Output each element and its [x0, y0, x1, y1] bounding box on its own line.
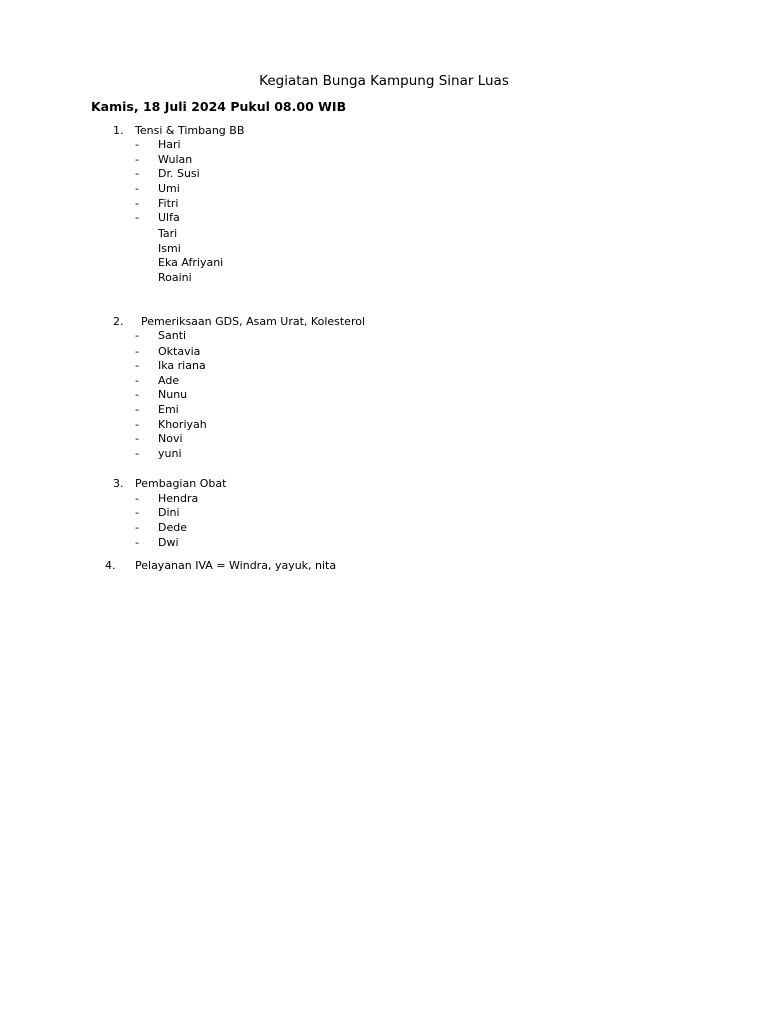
list-item: Dr. Susi	[158, 167, 200, 180]
list-item: yuni	[158, 447, 182, 460]
section-heading: Pemeriksaan GDS, Asam Urat, Kolesterol	[141, 315, 366, 328]
list-dash: -	[135, 536, 139, 549]
list-item: Fitri	[158, 197, 179, 210]
section-heading: Tensi & Timbang BB	[135, 124, 245, 137]
list-dash: -	[135, 153, 139, 166]
document-subtitle: Kamis, 18 Juli 2024 Pukul 08.00 WIB	[91, 99, 347, 114]
list-item: Umi	[158, 182, 180, 195]
list-item: Santi	[158, 329, 187, 342]
list-dash: -	[135, 359, 139, 372]
list-item: Ulfa	[158, 211, 180, 224]
list-item: Roaini	[158, 271, 192, 284]
list-dash: -	[135, 329, 139, 342]
list-item: Hari	[158, 138, 181, 151]
list-item: Dini	[158, 506, 180, 519]
list-dash: -	[135, 418, 139, 431]
list-dash: -	[135, 403, 139, 416]
list-item: Tari	[158, 227, 178, 240]
list-dash: -	[135, 447, 139, 460]
list-dash: -	[135, 506, 139, 519]
list-dash: -	[135, 492, 139, 505]
list-item: Ade	[158, 374, 180, 387]
document-title: Kegiatan Bunga Kampung Sinar Luas	[259, 73, 509, 89]
section-heading: Pembagian Obat	[135, 477, 227, 490]
section-number: 3.	[113, 477, 124, 490]
list-dash: -	[135, 182, 139, 195]
list-item: Dede	[158, 521, 187, 534]
list-item: Ika riana	[158, 359, 206, 372]
list-item: Novi	[158, 432, 183, 445]
list-item: Hendra	[158, 492, 199, 505]
section-number: 2.	[113, 315, 124, 328]
list-item: Oktavia	[158, 345, 201, 358]
list-item: Ismi	[158, 242, 181, 255]
list-item: Dwi	[158, 536, 179, 549]
list-dash: -	[135, 211, 139, 224]
list-item: Khoriyah	[158, 418, 207, 431]
section-number: 4.	[105, 559, 116, 572]
list-dash: -	[135, 167, 139, 180]
list-item: Nunu	[158, 388, 188, 401]
list-item: Eka Afriyani	[158, 256, 224, 269]
list-dash: -	[135, 521, 139, 534]
list-dash: -	[135, 138, 139, 151]
list-dash: -	[135, 345, 139, 358]
list-dash: -	[135, 432, 139, 445]
list-dash: -	[135, 197, 139, 210]
list-item: Wulan	[158, 153, 193, 166]
section-number: 1.	[113, 124, 124, 137]
list-dash: -	[135, 388, 139, 401]
list-dash: -	[135, 374, 139, 387]
list-item: Emi	[158, 403, 179, 416]
section-heading: Pelayanan IVA = Windra, yayuk, nita	[135, 559, 337, 572]
